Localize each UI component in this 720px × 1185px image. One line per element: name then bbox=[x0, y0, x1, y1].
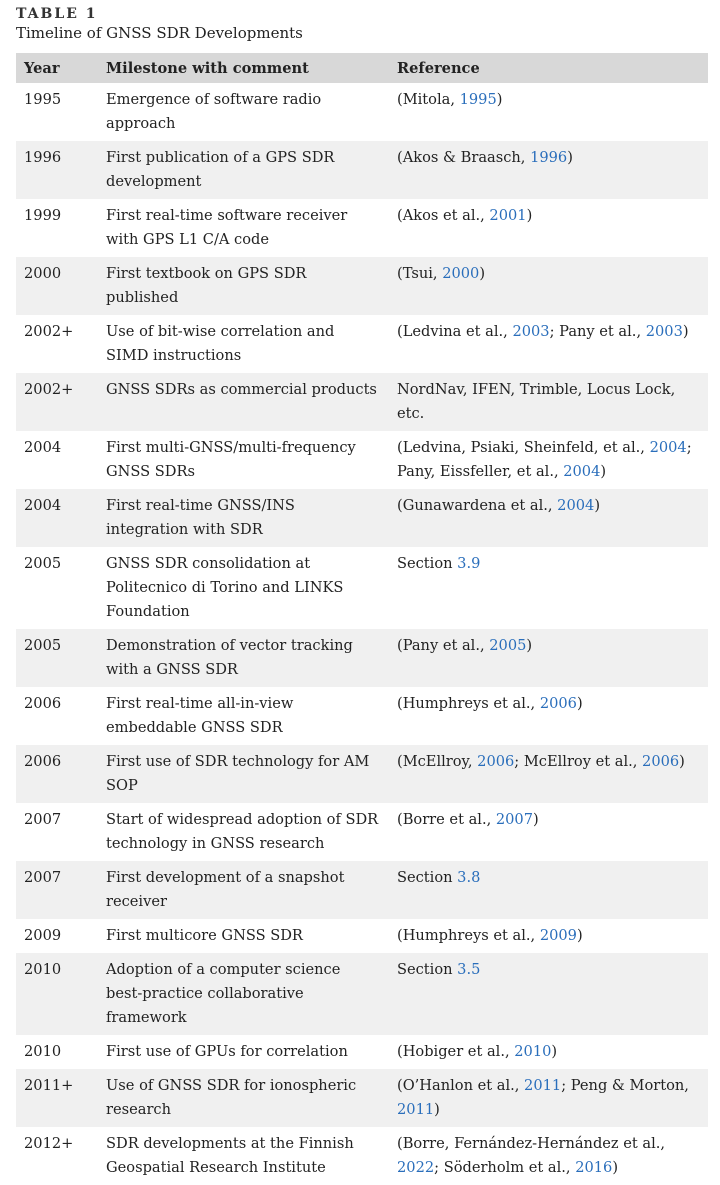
reference-cell bbox=[389, 745, 708, 803]
reference-text: (Borre, Fernández-Hernández et al., bbox=[397, 1135, 666, 1152]
table-row bbox=[16, 687, 708, 745]
citation-link[interactable]: 2009 bbox=[539, 927, 577, 944]
table-label: TABLE 1 bbox=[16, 6, 98, 22]
reference-text: (Humphreys et al., bbox=[397, 695, 540, 712]
timeline-table bbox=[16, 53, 708, 1185]
reference-text: (Humphreys et al., bbox=[397, 927, 540, 944]
reference-text: (Gunawardena et al., bbox=[397, 497, 558, 514]
reference-text: ) bbox=[576, 695, 583, 712]
reference-text: (Mitola, bbox=[397, 91, 460, 108]
reference-text: ) bbox=[434, 1101, 440, 1118]
citation-link[interactable]: 2011 bbox=[397, 1101, 435, 1118]
table-header-row bbox=[16, 53, 708, 83]
reference-text: ; Pany et al., bbox=[549, 323, 646, 340]
reference-text: ) bbox=[479, 265, 486, 282]
year-cell: 2007 bbox=[24, 869, 62, 886]
reference-cell bbox=[389, 629, 708, 687]
reference-cell bbox=[389, 803, 708, 861]
citation-link[interactable]: 3.9 bbox=[457, 555, 481, 572]
reference-cell bbox=[389, 83, 708, 141]
milestone-cell: First real-time software receiver with GPS L1 C/A code bbox=[106, 207, 348, 248]
milestone-cell: First multicore GNSS SDR bbox=[106, 927, 303, 944]
reference-text: ) bbox=[612, 1159, 619, 1176]
reference-text: ; Söderholm et al., bbox=[434, 1159, 576, 1176]
citation-link[interactable]: 3.8 bbox=[457, 869, 481, 886]
reference-cell bbox=[389, 199, 708, 257]
reference-cell bbox=[389, 919, 708, 953]
reference-text: ) bbox=[576, 927, 583, 944]
table-figure bbox=[0, 4, 720, 1185]
citation-link[interactable]: 2006 bbox=[539, 695, 577, 712]
table-row bbox=[16, 1127, 708, 1185]
year-cell: 1995 bbox=[24, 91, 62, 108]
year-cell: 2004 bbox=[24, 497, 62, 514]
reference-cell bbox=[389, 141, 708, 199]
reference-cell bbox=[389, 953, 708, 1035]
milestone-cell: GNSS SDRs as commercial products bbox=[106, 381, 377, 398]
reference-cell bbox=[389, 547, 708, 629]
citation-link[interactable]: 2000 bbox=[442, 265, 480, 282]
header-reference: Reference bbox=[397, 59, 480, 77]
citation-link[interactable]: 2022 bbox=[397, 1159, 435, 1176]
reference-cell bbox=[389, 861, 708, 919]
milestone-cell: GNSS SDR consolidation at Politecnico di Torino and LINKS Foundation bbox=[106, 555, 344, 620]
table-row bbox=[16, 257, 708, 315]
citation-link[interactable]: 2003 bbox=[645, 323, 683, 340]
reference-text: (McEllroy, bbox=[397, 753, 478, 770]
table-row bbox=[16, 1069, 708, 1127]
table-row bbox=[16, 1035, 708, 1069]
milestone-cell: First use of GPUs for correlation bbox=[106, 1043, 348, 1060]
table-row bbox=[16, 629, 708, 687]
table-caption: Timeline of GNSS SDR Developments bbox=[16, 24, 303, 42]
milestone-cell: Emergence of software radio approach bbox=[106, 91, 322, 132]
table-row bbox=[16, 745, 708, 803]
header-milestone: Milestone with comment bbox=[106, 59, 309, 77]
citation-link[interactable]: 2004 bbox=[649, 439, 687, 456]
reference-cell bbox=[389, 257, 708, 315]
citation-link[interactable]: 2006 bbox=[477, 753, 515, 770]
reference-text: ) bbox=[526, 207, 533, 224]
citation-link[interactable]: 3.5 bbox=[457, 961, 481, 978]
year-cell: 2006 bbox=[24, 695, 62, 712]
citation-link[interactable]: 2001 bbox=[489, 207, 527, 224]
reference-text: ) bbox=[496, 91, 503, 108]
table-row bbox=[16, 489, 708, 547]
citation-link[interactable]: 2003 bbox=[512, 323, 550, 340]
year-cell: 2000 bbox=[24, 265, 62, 282]
reference-text: ) bbox=[594, 497, 601, 514]
reference-cell bbox=[389, 1069, 708, 1127]
citation-link[interactable]: 2004 bbox=[563, 463, 601, 480]
year-cell: 2004 bbox=[24, 439, 62, 456]
year-cell: 2006 bbox=[24, 753, 62, 770]
milestone-cell: Start of widespread adoption of SDR technology in GNSS research bbox=[106, 811, 379, 852]
year-cell: 2012+ bbox=[24, 1135, 74, 1152]
table-row bbox=[16, 373, 708, 431]
reference-text: ) bbox=[600, 463, 607, 480]
reference-text: ) bbox=[682, 323, 689, 340]
year-cell: 1996 bbox=[24, 149, 62, 166]
milestone-cell: First real-time all-in-view embeddable GNSS SDR bbox=[106, 695, 294, 736]
year-cell: 2002+ bbox=[24, 323, 74, 340]
table-row bbox=[16, 199, 708, 257]
table-body bbox=[16, 83, 708, 1185]
reference-text: (O’Hanlon et al., bbox=[397, 1077, 525, 1094]
reference-cell bbox=[389, 489, 708, 547]
citation-link[interactable]: 2006 bbox=[642, 753, 680, 770]
table-row bbox=[16, 919, 708, 953]
table-row bbox=[16, 861, 708, 919]
table-row bbox=[16, 953, 708, 1035]
year-cell: 2011+ bbox=[24, 1077, 74, 1094]
year-cell: 2010 bbox=[24, 1043, 62, 1060]
citation-link[interactable]: 2010 bbox=[514, 1043, 552, 1060]
reference-cell bbox=[389, 1127, 708, 1185]
reference-text: ; McEllroy et al., bbox=[514, 753, 643, 770]
reference-text: (Ledvina et al., bbox=[397, 323, 513, 340]
year-cell: 2002+ bbox=[24, 381, 74, 398]
citation-link[interactable]: 2005 bbox=[489, 637, 527, 654]
year-cell: 1999 bbox=[24, 207, 62, 224]
reference-text: ) bbox=[679, 753, 685, 770]
reference-text: Section bbox=[397, 869, 458, 886]
reference-text: ) bbox=[526, 637, 533, 654]
milestone-cell: First multi-GNSS/multi-frequency GNSS SDRs bbox=[106, 439, 356, 480]
reference-text: ) bbox=[567, 149, 573, 166]
reference-text: Section bbox=[397, 555, 458, 572]
table-row bbox=[16, 547, 708, 629]
table-row bbox=[16, 431, 708, 489]
milestone-cell: First publication of a GPS SDR development bbox=[106, 149, 335, 190]
reference-text: (Tsui, bbox=[397, 265, 443, 282]
citation-link[interactable]: 2016 bbox=[575, 1159, 613, 1176]
year-cell: 2010 bbox=[24, 961, 62, 978]
milestone-cell: First textbook on GPS SDR published bbox=[106, 265, 307, 306]
reference-text: (Pany et al., bbox=[397, 637, 490, 654]
milestone-cell: Adoption of a computer science best-practice collaborative framework bbox=[106, 961, 341, 1026]
citation-link[interactable]: 1995 bbox=[459, 91, 497, 108]
citation-link[interactable]: 2007 bbox=[495, 811, 533, 828]
reference-cell bbox=[389, 687, 708, 745]
table-row bbox=[16, 803, 708, 861]
milestone-cell: First development of a snapshot receiver bbox=[106, 869, 345, 910]
milestone-cell: Demonstration of vector tracking with a GNSS SDR bbox=[106, 637, 353, 678]
year-cell: 2007 bbox=[24, 811, 62, 828]
reference-cell bbox=[389, 373, 708, 431]
milestone-cell: Use of GNSS SDR for ionospheric research bbox=[106, 1077, 357, 1118]
reference-text: (Akos et al., bbox=[397, 207, 490, 224]
reference-cell bbox=[389, 315, 708, 373]
reference-text: (Hobiger et al., bbox=[397, 1043, 515, 1060]
reference-cell bbox=[389, 431, 708, 489]
citation-link[interactable]: 2004 bbox=[557, 497, 595, 514]
reference-text: (Ledvina, Psiaki, Sheinfeld, et al., bbox=[397, 439, 650, 456]
reference-text: ) bbox=[533, 811, 539, 828]
reference-text: ; Pany, Eissfeller, et al., bbox=[397, 439, 692, 480]
year-cell: 2009 bbox=[24, 927, 62, 944]
header-year: Year bbox=[24, 59, 60, 77]
reference-text: (Akos & Braasch, bbox=[397, 149, 531, 166]
table-row bbox=[16, 315, 708, 373]
milestone-cell: Use of bit-wise correlation and SIMD instructions bbox=[106, 323, 335, 364]
milestone-cell: First real-time GNSS/INS integration with SDR bbox=[106, 497, 295, 538]
reference-cell bbox=[389, 1035, 708, 1069]
year-cell: 2005 bbox=[24, 555, 62, 572]
table-row bbox=[16, 83, 708, 141]
citation-link[interactable]: 2011 bbox=[524, 1077, 562, 1094]
table-row bbox=[16, 141, 708, 199]
year-cell: 2005 bbox=[24, 637, 62, 654]
citation-link[interactable]: 1996 bbox=[530, 149, 568, 166]
reference-text: (Borre et al., bbox=[397, 811, 496, 828]
reference-text: ) bbox=[551, 1043, 558, 1060]
reference-text: ; Peng & Morton, bbox=[561, 1077, 689, 1094]
milestone-cell: SDR developments at the Finnish Geospatial Research Institute bbox=[106, 1135, 354, 1176]
milestone-cell: First use of SDR technology for AM SOP bbox=[106, 753, 370, 794]
reference-text: NordNav, IFEN, Trimble, Locus Lock, etc. bbox=[397, 381, 676, 422]
reference-text: Section bbox=[397, 961, 458, 978]
